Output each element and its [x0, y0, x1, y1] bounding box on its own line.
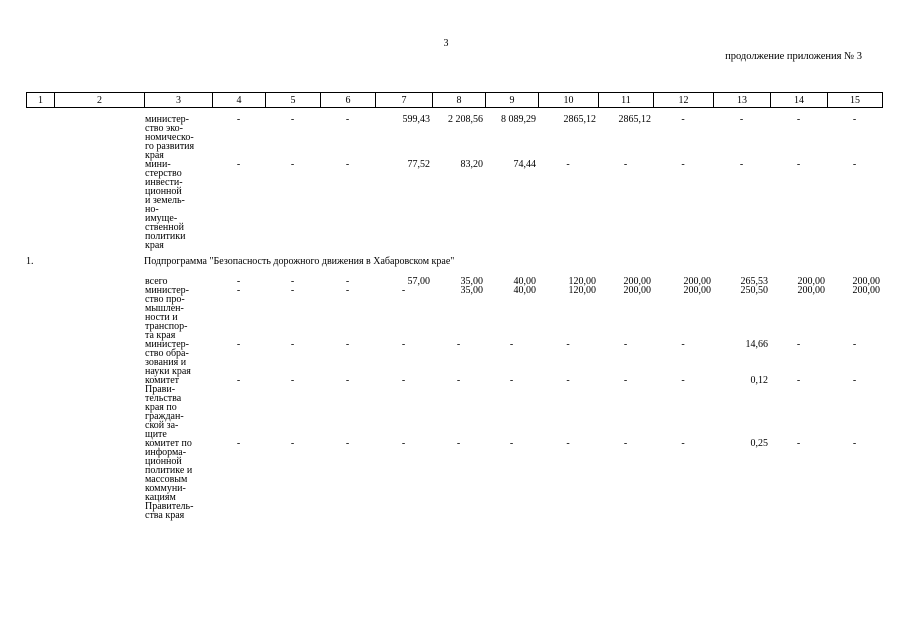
value-cell-col-12: -: [681, 159, 685, 170]
executor-name-cell: [144, 160, 212, 250]
executor-name-cell: [144, 115, 212, 160]
value-cell-col-8: 2 208,56: [448, 114, 483, 125]
value-cell-col-15: 200,00: [852, 285, 880, 296]
value-cell-col-9: 40,00: [513, 285, 536, 296]
executor-name: министер- ство про- мышлен- ности и транспор- та края: [145, 285, 189, 341]
executor-name-cell: [144, 286, 212, 340]
empty-cell: [26, 439, 54, 520]
value-cell-col-10: 2865,12: [563, 114, 596, 125]
value-cell-col-13: 14,66: [745, 339, 768, 350]
empty-cell: [26, 376, 54, 439]
value-cell-col-5: -: [290, 285, 295, 296]
value-cell-col-5: -: [290, 276, 295, 287]
column-header-10: 10: [539, 93, 599, 108]
value-cell-col-10: -: [566, 438, 570, 449]
value-cell-col-13: 0,25: [750, 438, 768, 449]
table-row: [26, 376, 882, 439]
column-header-15: 15: [828, 93, 883, 108]
empty-cell: [54, 277, 144, 286]
program-table: [26, 115, 882, 520]
value-cell-col-9: 8 089,29: [501, 114, 536, 125]
value-cell-col-12: -: [681, 339, 685, 350]
value-cell-col-4: -: [236, 285, 241, 296]
value-cell-col-12: 200,00: [683, 276, 711, 287]
value-cell-col-6: -: [345, 375, 350, 386]
table-row: [26, 340, 882, 376]
value-cell-col-9: 40,00: [513, 276, 536, 287]
value-cell-col-4: -: [236, 375, 241, 386]
table-row: [26, 286, 882, 340]
value-cell-col-14: -: [796, 159, 801, 170]
empty-cell: [54, 340, 144, 376]
value-cell-col-11: -: [623, 339, 628, 350]
value-cell-col-7: 599,43: [402, 114, 430, 125]
empty-cell: [54, 160, 144, 250]
column-header-3: 3: [145, 93, 213, 108]
value-cell-col-8: 35,00: [460, 285, 483, 296]
value-cell-col-13: -: [739, 159, 744, 170]
empty-cell: [54, 376, 144, 439]
value-cell-col-11: -: [623, 375, 628, 386]
value-cell-col-15: -: [852, 339, 857, 350]
value-cell-col-14: -: [796, 438, 801, 449]
empty-cell: [26, 340, 54, 376]
value-cell-col-13: 0,12: [750, 375, 768, 386]
value-cell-col-12: -: [681, 114, 685, 125]
value-cell-col-11: -: [623, 438, 628, 449]
value-cell-col-15: -: [852, 114, 857, 125]
executor-name: мини- стерство инвести- ционной и земель- но- имуще- ственной политики края: [145, 159, 186, 251]
value-cell-col-4: -: [236, 159, 241, 170]
value-cell-col-8: -: [456, 339, 461, 350]
column-header-8: 8: [433, 93, 486, 108]
empty-cell: [26, 160, 54, 250]
value-cell-col-11: 200,00: [623, 276, 651, 287]
value-cell-col-4: -: [236, 276, 241, 287]
value-cell-col-5: -: [290, 339, 295, 350]
value-cell-col-11: -: [623, 159, 628, 170]
value-cell-col-9: -: [509, 375, 514, 386]
value-cell-col-8: -: [456, 375, 461, 386]
value-cell-col-14: 200,00: [797, 285, 825, 296]
executor-name: министер- ство обра- зования и науки края: [145, 339, 191, 377]
empty-cell: [54, 250, 144, 277]
value-cell-col-13: 250,50: [740, 285, 768, 296]
value-cell-col-5: -: [290, 438, 295, 449]
empty-cell: [26, 286, 54, 340]
value-cell-col-14: -: [796, 114, 801, 125]
value-cell-col-6: -: [345, 159, 350, 170]
empty-cell: [54, 115, 144, 160]
column-header-13: 13: [714, 93, 771, 108]
table-row: [26, 160, 882, 250]
value-cell-col-14: 200,00: [797, 276, 825, 287]
appendix-note: продолжение приложения № 3: [725, 51, 862, 62]
executor-name-cell: [144, 439, 212, 520]
value-cell-col-10: 120,00: [568, 276, 596, 287]
value-cell-col-5: -: [290, 114, 295, 125]
subprogram-title: Подпрограмма "Безопасность дорожного движения в Хабаровском крае": [144, 256, 455, 267]
executor-name: всего: [145, 276, 168, 287]
value-cell-col-12: -: [681, 375, 685, 386]
value-cell-col-4: -: [236, 114, 241, 125]
executor-name: комитет по информа- ционной политике и массовым коммуни- кациям Правитель- ства края: [145, 438, 194, 521]
column-header-6: 6: [321, 93, 376, 108]
column-header-row: [27, 93, 883, 108]
value-cell-col-4: -: [236, 339, 241, 350]
value-cell-col-12: -: [681, 438, 685, 449]
value-cell-col-11: 200,00: [623, 285, 651, 296]
value-cell-col-5: -: [290, 375, 295, 386]
value-cell-col-6: -: [345, 339, 350, 350]
value-cell-col-7: -: [401, 339, 406, 350]
column-header-7: 7: [376, 93, 433, 108]
empty-cell: [54, 286, 144, 340]
value-cell-col-10: -: [566, 375, 570, 386]
value-cell-col-8: 83,20: [460, 159, 483, 170]
executor-name: комитет Прави- тельства края по граждан- ской за- щите: [145, 375, 184, 440]
value-cell-col-7: 77,52: [407, 159, 430, 170]
value-cell-col-7: 57,00: [407, 276, 430, 287]
executor-name: министер- ство эко- номическо- го развития края: [145, 114, 195, 161]
value-cell-col-11: 2865,12: [618, 114, 651, 125]
value-cell-col-5: -: [290, 159, 295, 170]
column-header-11: 11: [599, 93, 654, 108]
value-cell-col-12: 200,00: [683, 285, 711, 296]
row-index: 1.: [26, 256, 34, 267]
value-cell-col-7: -: [401, 438, 406, 449]
executor-name-cell: [144, 376, 212, 439]
value-cell-col-13: -: [739, 114, 744, 125]
value-cell-col-7: -: [401, 285, 406, 296]
value-cell-col-6: -: [345, 285, 350, 296]
value-cell-col-10: -: [566, 339, 570, 350]
value-cell-col-13: 265,53: [740, 276, 768, 287]
column-header-9: 9: [486, 93, 539, 108]
value-cell-col-14: -: [796, 375, 801, 386]
column-header-4: 4: [213, 93, 266, 108]
value-cell-col-15: -: [852, 375, 857, 386]
subprogram-row: [26, 250, 882, 277]
page-number: 3: [443, 38, 449, 49]
value-cell-col-9: -: [509, 438, 514, 449]
column-header-table: [26, 92, 883, 108]
value-cell-col-6: -: [345, 276, 350, 287]
table-row: [26, 439, 882, 520]
value-cell-col-4: -: [236, 438, 241, 449]
column-header-2: 2: [55, 93, 145, 108]
value-cell-col-6: -: [345, 114, 350, 125]
value-cell-col-10: -: [566, 159, 570, 170]
executor-name-cell: [144, 340, 212, 376]
empty-cell: [54, 439, 144, 520]
value-cell-col-7: -: [401, 375, 406, 386]
empty-cell: [26, 115, 54, 160]
value-cell-col-9: -: [509, 339, 514, 350]
value-cell-col-9: 74,44: [513, 159, 536, 170]
value-cell-col-15: -: [852, 159, 857, 170]
column-header-12: 12: [654, 93, 714, 108]
empty-cell: [26, 277, 54, 286]
value-cell-col-8: -: [456, 438, 461, 449]
value-cell-col-6: -: [345, 438, 350, 449]
column-header-5: 5: [266, 93, 321, 108]
value-cell-col-14: -: [796, 339, 801, 350]
value-cell-col-15: 200,00: [852, 276, 880, 287]
value-cell-col-15: -: [852, 438, 857, 449]
table-row: [26, 115, 882, 160]
column-header-14: 14: [771, 93, 828, 108]
value-cell-col-10: 120,00: [568, 285, 596, 296]
column-header-1: 1: [27, 93, 55, 108]
value-cell-col-8: 35,00: [460, 276, 483, 287]
